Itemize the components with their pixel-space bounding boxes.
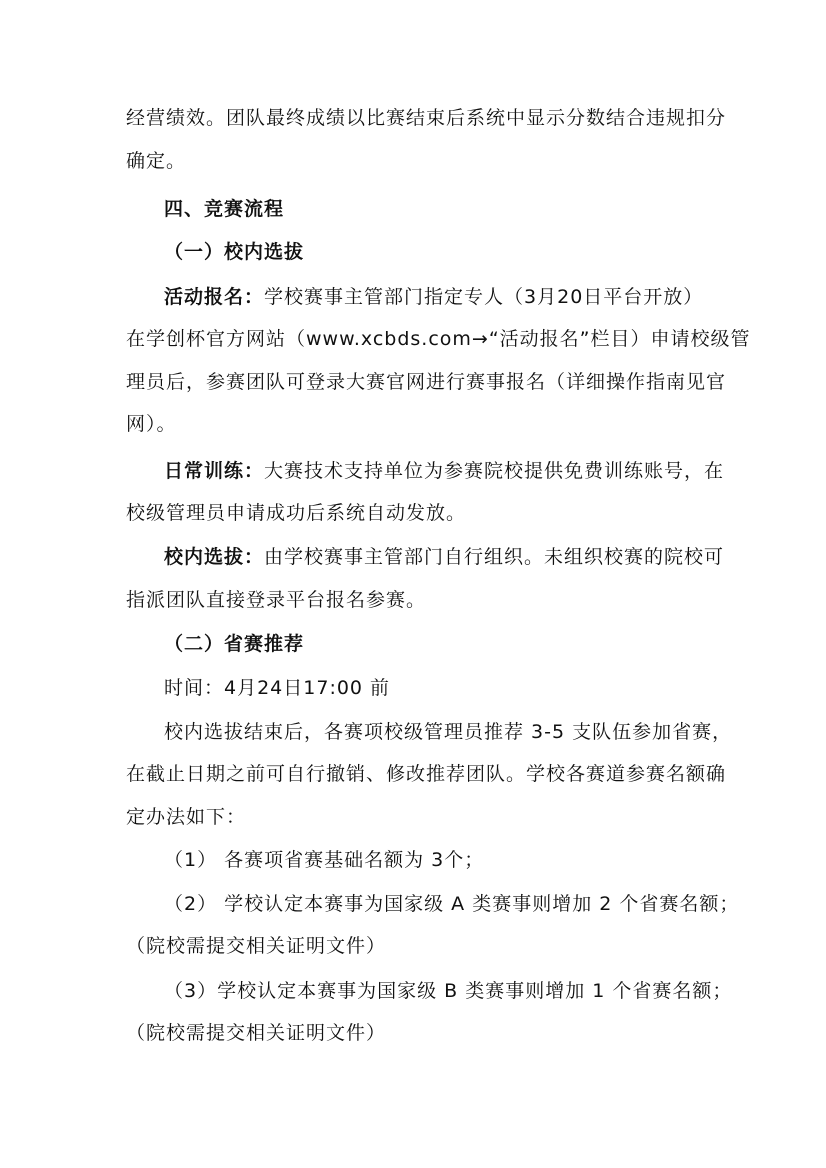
subsection-heading: （一）校内选拔 — [164, 241, 305, 263]
paragraph-line — [164, 457, 724, 485]
paragraph-line: 指派团队直接登录平台报名参赛。 — [126, 589, 427, 611]
paragraph-line: 在学创杯官方网站（www.xcbds.com→“活动报名”栏目）申请校级管 — [126, 328, 751, 350]
paragraph-line: 确定。 — [126, 150, 187, 172]
list-item: （1） 各赛项省赛基础名额为 3个； — [164, 849, 485, 871]
paragraph-line: 校内选拔结束后，各赛项校级管理员推荐 3-5 支队伍参加省赛， — [164, 721, 733, 743]
list-item: （3）学校认定本赛事为国家级 B 类赛事则增加 1 个省赛名额； — [164, 980, 733, 1002]
time-line: 时间：4月24日17:00 前 — [164, 677, 391, 699]
list-item-continuation: （院校需提交相关证明文件） — [126, 935, 387, 957]
paragraph-line — [164, 543, 724, 571]
paragraph-line: 理员后，参赛团队可登录大赛官网进行赛事报名（详细操作指南见官 — [126, 371, 727, 393]
paragraph-text: 由学校赛事主管部门自行组织。未组织校赛的院校可 — [264, 546, 725, 568]
section-heading: 四、竞赛流程 — [164, 198, 285, 220]
paragraph-label: 日常训练： — [164, 460, 265, 482]
paragraph-line: 定办法如下： — [126, 806, 247, 828]
paragraph-line — [164, 283, 703, 311]
paragraph-line: 校级管理员申请成功后系统自动发放。 — [126, 502, 467, 524]
paragraph-label: 校内选拔： — [164, 546, 265, 568]
paragraph-text: 学校赛事主管部门指定专人（3月20日平台开放） — [264, 286, 704, 308]
paragraph-text: 大赛技术支持单位为参赛院校提供免费训练账号，在 — [264, 460, 725, 482]
paragraph-line: 在截止日期之前可自行撤销、修改推荐团队。学校各赛道参赛名额确 — [126, 763, 727, 785]
list-item: （2） 学校认定本赛事为国家级 A 类赛事则增加 2 个省赛名额； — [164, 893, 740, 915]
paragraph-line: 网）。 — [126, 413, 177, 435]
paragraph-line: 经营绩效。团队最终成绩以比赛结束后系统中显示分数结合违规扣分 — [126, 107, 727, 129]
subsection-heading: （二）省赛推荐 — [164, 633, 305, 655]
paragraph-label: 活动报名： — [164, 286, 265, 308]
list-item-continuation: （院校需提交相关证明文件） — [126, 1022, 387, 1044]
